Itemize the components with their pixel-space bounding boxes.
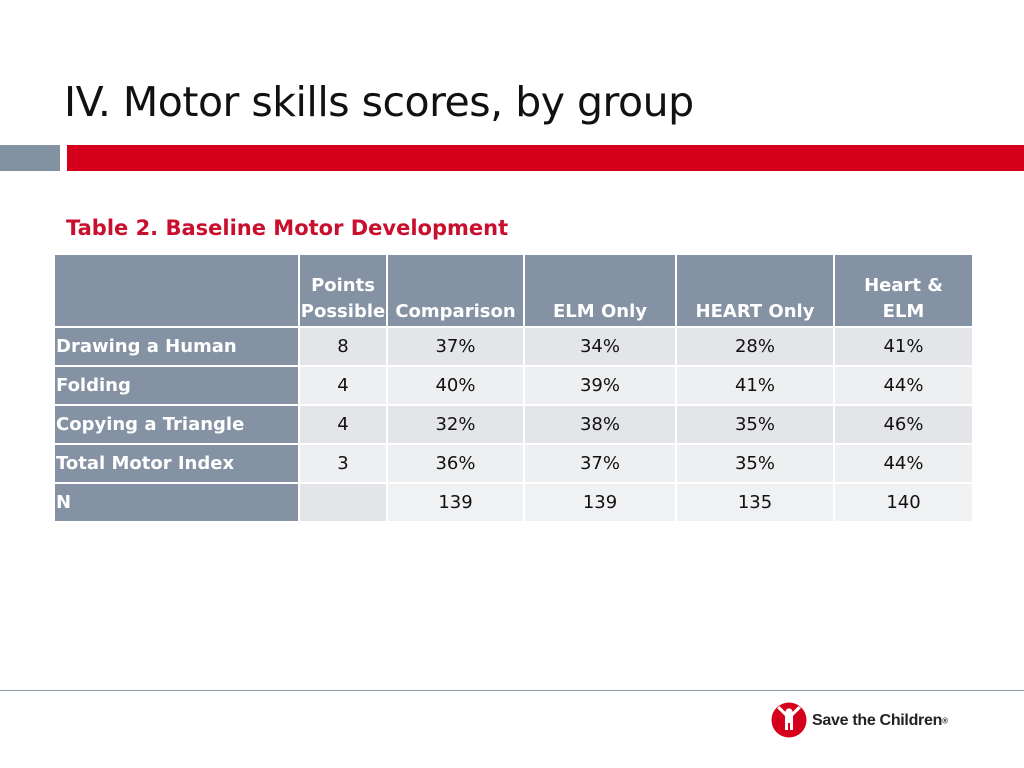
header-heart-elm-line2: ELM	[882, 301, 925, 322]
registered-mark: ®	[942, 716, 948, 726]
cell-heart-elm: 44%	[834, 366, 972, 405]
row-label: N	[55, 483, 299, 521]
cell-heart-only: 28%	[676, 327, 834, 366]
header-elm-only: ELM Only	[524, 255, 676, 327]
table-row	[55, 483, 972, 521]
header-heart-elm-line1: Heart &	[864, 275, 943, 296]
row-label: Drawing a Human	[55, 327, 299, 366]
cell-comparison: 37%	[387, 327, 524, 366]
header-heart-only: HEART Only	[676, 255, 834, 327]
cell-elm-only: 39%	[524, 366, 676, 405]
cell-points: 3	[299, 444, 387, 483]
cell-points: 8	[299, 327, 387, 366]
row-label: Folding	[55, 366, 299, 405]
logo-text	[812, 712, 948, 730]
cell-heart-only: 35%	[676, 444, 834, 483]
cell-points: 4	[299, 405, 387, 444]
cell-elm-only: 37%	[524, 444, 676, 483]
row-label: Total Motor Index	[55, 444, 299, 483]
child-arms-raised-icon	[770, 699, 808, 743]
cell-elm-only: 34%	[524, 327, 676, 366]
slide-title: IV. Motor skills scores, by group	[64, 78, 694, 126]
cell-heart-elm: 44%	[834, 444, 972, 483]
cell-elm-only: 38%	[524, 405, 676, 444]
cell-heart-only: 41%	[676, 366, 834, 405]
header-points-line2: Possible	[300, 301, 386, 322]
cell-heart-elm: 46%	[834, 405, 972, 444]
table-row	[55, 405, 972, 444]
cell-points: 4	[299, 366, 387, 405]
cell-heart-elm: 41%	[834, 327, 972, 366]
row-label: Copying a Triangle	[55, 405, 299, 444]
cell-heart-elm: 140	[834, 483, 972, 521]
cell-heart-only: 35%	[676, 405, 834, 444]
cell-comparison: 36%	[387, 444, 524, 483]
table-row	[55, 444, 972, 483]
logo-wordmark: Save the Children	[812, 712, 943, 729]
cell-comparison: 40%	[387, 366, 524, 405]
header-points-line1: Points	[311, 275, 375, 296]
table-caption: Table 2. Baseline Motor Development	[66, 216, 509, 240]
table-row	[55, 327, 972, 366]
header-row-label	[55, 255, 299, 327]
cell-heart-only: 135	[676, 483, 834, 521]
table-header-row	[55, 255, 972, 327]
header-comparison: Comparison	[387, 255, 524, 327]
cell-elm-only: 139	[524, 483, 676, 521]
cell-points	[299, 483, 387, 521]
save-the-children-logo	[770, 700, 948, 742]
motor-development-table	[55, 255, 972, 521]
header-points-possible	[299, 255, 387, 327]
table-row	[55, 366, 972, 405]
header-heart-elm	[834, 255, 972, 327]
footer-divider	[0, 690, 1024, 691]
title-accent-gray-bar	[0, 145, 60, 171]
cell-comparison: 32%	[387, 405, 524, 444]
title-accent-red-bar	[67, 145, 1024, 171]
cell-comparison: 139	[387, 483, 524, 521]
